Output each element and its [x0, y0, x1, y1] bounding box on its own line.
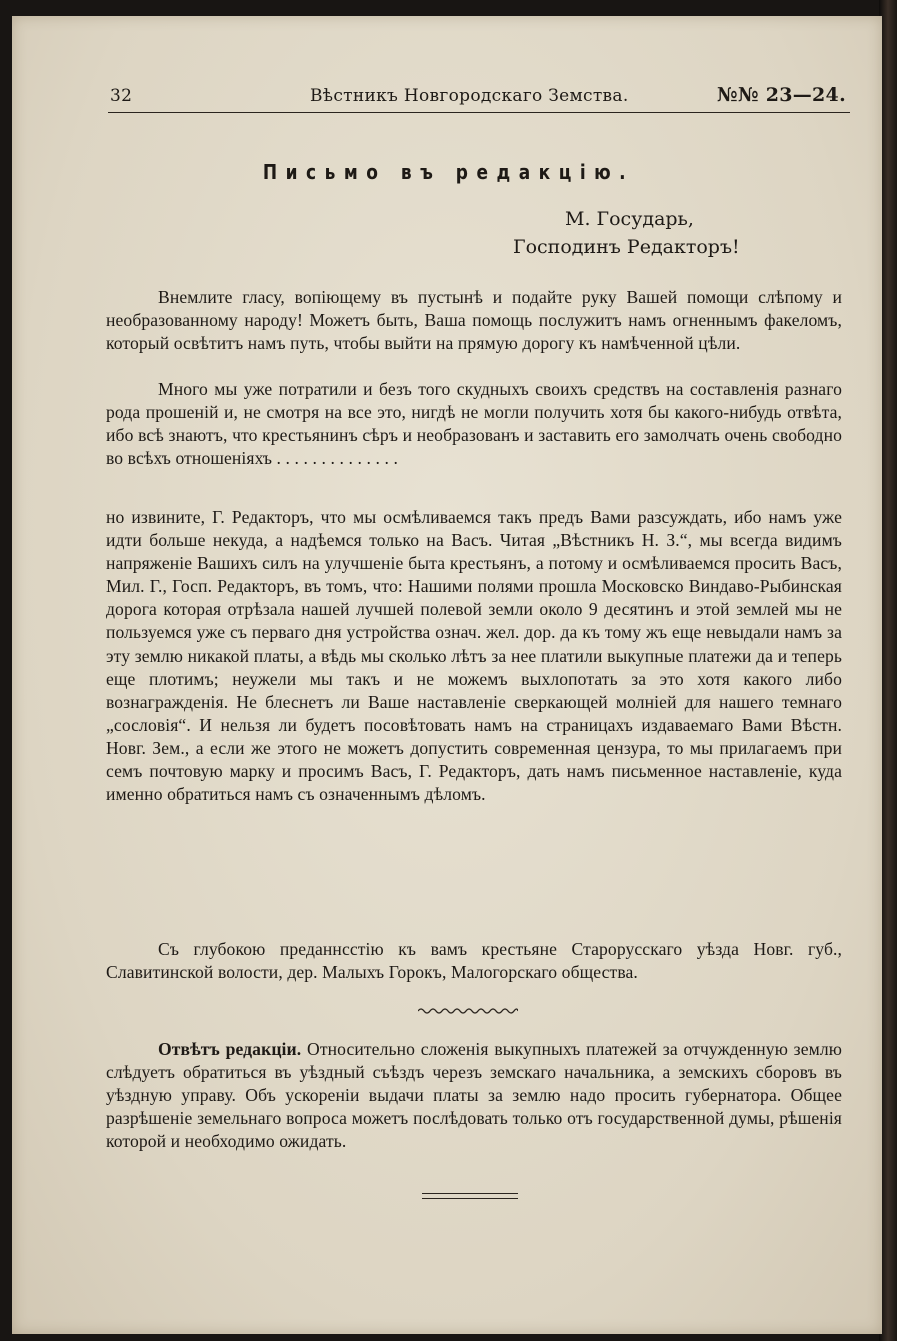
wavy-divider	[418, 1006, 518, 1016]
issue-number: №№ 23—24.	[716, 84, 846, 106]
salutation-line-1: М. Государь,	[565, 208, 694, 230]
letter-paragraph-2	[106, 378, 842, 470]
letter-paragraph-3	[106, 506, 842, 806]
end-rule-top	[422, 1193, 518, 1194]
journal-title: Вѣстникъ Новгородскаго Земства.	[310, 86, 629, 106]
paragraph-text: но извините, Г. Редакторъ, что мы осмѣливаемся такъ предъ Вами разсуждать, ибо намъ уже идти больше некуда, а надѣемся только на Васъ. Читая „Вѣстникъ Н. З.“, мы всегда видимъ напряженіе Вашихъ силъ на улучшеніе быта крестьянъ, а потому и осмѣливаемся просить Васъ, Мил. Г., Госп. Редакторъ, въ томъ, что: Нашими полями прошла Московско Виндаво-Рыбинская дорога которая отрѣзала нашей лучшей полевой земли около 9 десятинъ и этой землей мы не пользуемся уже съ перваго дня устройства означ. жел. дор. да къ тому жъ еще невыдали намъ за эту землю никакой платы, а вѣдь мы сколько лѣтъ за нее платили выкупные платежи да и теперь еще плотимъ; неужели мы такъ и не можемъ выхлопотать за это хотя какого либо вознагражденія. Не блеснетъ ли Ваше наставленіе сверкающей молніей для нашего темнаго „сословія“. И нельзя ли будетъ посовѣтовать намъ на страницахъ издаваемаго Вами Вѣстн. Новг. Зем., а если же этого не можетъ допустить современная цензура, то мы прилагаемъ при семъ почтовую марку и просимъ Васъ, Г. Редакторъ, дать намъ письменное наставленіе, куда именно обратиться намъ съ означеннымъ дѣломъ.	[106, 507, 842, 805]
salutation-line-2: Господинъ Редакторъ!	[513, 236, 740, 258]
header-rule	[108, 112, 850, 113]
letter-signature	[106, 938, 842, 984]
end-rule-bottom	[422, 1198, 518, 1199]
reply-text: Относительно сложенія выкупныхъ платежей за отчужденную землю слѣдуетъ обратиться въ уѣздный съѣздъ черезъ земскаго начальника, а земскихъ сборовъ въ уѣздную управу. Объ ускореніи выдачи платы за землю надо просить губернатора. Общее разрѣшеніе земельнаго вопроса можетъ послѣдовать только отъ государственной думы, рѣшенія которой и необходимо ожидать.	[106, 1039, 842, 1152]
editorial-reply	[106, 1038, 842, 1153]
paragraph-text: Много мы уже потратили и безъ того скудныхъ своихъ средствъ на составленія разнаго рода прошеній и, не смотря на все это, нигдѣ не могли получить хотя бы какого-нибудь отвѣта, ибо всѣ знаютъ, что крестьянинъ сѣръ и необразованъ и заставить его замолчать очень свободно во всѣхъ отношеніяхъ . . . . . . . . . . . . . .	[106, 379, 842, 469]
running-header	[110, 84, 850, 110]
letter-paragraph-1	[106, 286, 842, 355]
paragraph-text: Внемлите гласу, вопіющему въ пустынѣ и подайте руку Вашей помощи слѣпому и необразованному народу! Можетъ быть, Ваша помощь послужитъ намъ огненнымъ факеломъ, который освѣтитъ намъ путь, чтобы выйти на прямую дорогу къ намѣченной цѣли.	[106, 287, 842, 354]
page-number: 32	[110, 86, 133, 106]
reply-label: Отвѣтъ редакціи.	[158, 1039, 302, 1059]
letter-title: Письмо въ редакцію.	[262, 160, 635, 184]
signature-text: Съ глубокою преданнсстію къ вамъ крестьяне Старорусскаго уѣзда Новг. губ., Славитинской волости, дер. Малыхъ Горокъ, Малогорскаго общества.	[106, 939, 842, 983]
